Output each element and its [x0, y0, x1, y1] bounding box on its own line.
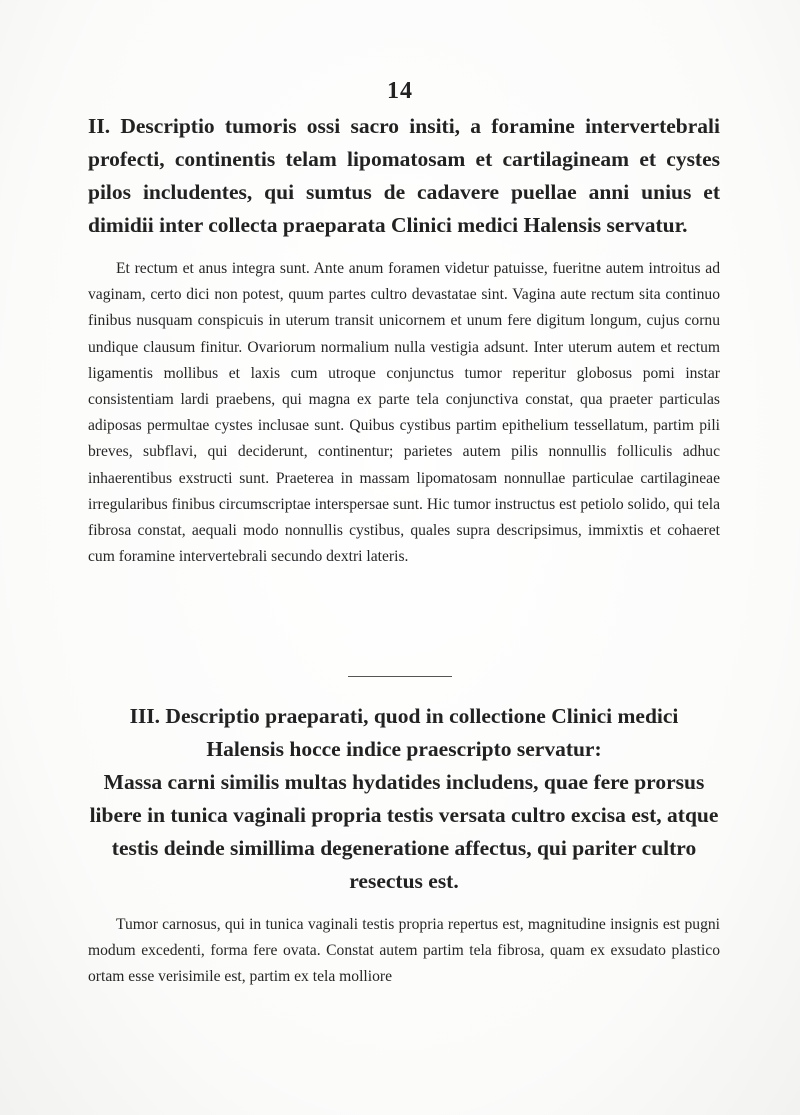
section-ii-heading: II. Descriptio tumoris ossi sacro insiti, a foramine intervertebrali profecti, continentis telam lipomatosam et cartilagineam et cystes pilos includentes, qui sumtus de cadavere puellae anni unius et dimidii inter collecta praeparata Clinici medici Halensis servatur.	[88, 114, 720, 237]
section-ii	[88, 110, 720, 570]
section-separator	[348, 676, 452, 677]
section-iii-heading-line3: Massa carni similis multas hydatides includens, quae fere prorsus libere in tunica vaginali propria testis versata cultro excisa est, atque testis deinde simillima degeneratione affectus, qui pariter cultro resectus est.	[89, 770, 719, 893]
page-number: 14	[387, 78, 413, 104]
section-iii-body: Tumor carnosus, qui in tunica vaginali testis propria repertus est, magnitudine insignis est pugni modum excedenti, forma fere ovata. Constat autem partim tela fibrosa, quam ex exsudato plastico ortam esse verisimile est, partim ex tela molliore	[88, 916, 720, 986]
section-iii	[88, 700, 720, 991]
section-iii-heading-line2: Halensis hocce indice praescripto servatur:	[206, 737, 602, 761]
section-iii-heading-line1: III. Descriptio praeparati, quod in collectione Clinici medici	[129, 704, 679, 728]
section-ii-body: Et rectum et anus integra sunt. Ante anum foramen videtur patuisse, fueritne autem introitus ad vaginam, certo dici non potest, quum partes cultro devastatae sint. Vagina aute rectum sita continuo finibus nusquam conspicuis in uterum transit unicornem et unum fere digitum longum, cujus cornu undique clausum finitur. Ovariorum normalium nulla vestigia adsunt. Inter uterum autem et rectum ligamentis mollibus et laxis cum utroque conjunctus tumor reperitur globosus pomi instar consistentiam lardi praebens, qui magna ex parte tela conjunctiva constat, qua praeter particulas adiposas permultae cystes inclusae sunt. Quibus cystibus partim epithelium tessellatum, partim pili breves, subflavi, qui deciderunt, continentur; parietes autem pilis nonnullis folliculis adhuc inhaerentibus exstructi sunt. Praeterea in massam lipomatosam nonnullae particulae cartilagineae irregularibus finibus circumscriptae interspersae sunt. Hic tumor instructus est petiolo solido, qui tela fibrosa constat, aequali modo nonnullis cystibus, quales supra descripsimus, immixtis et cohaeret cum foramine intervertebrali secundo dextri lateris.	[88, 260, 720, 566]
